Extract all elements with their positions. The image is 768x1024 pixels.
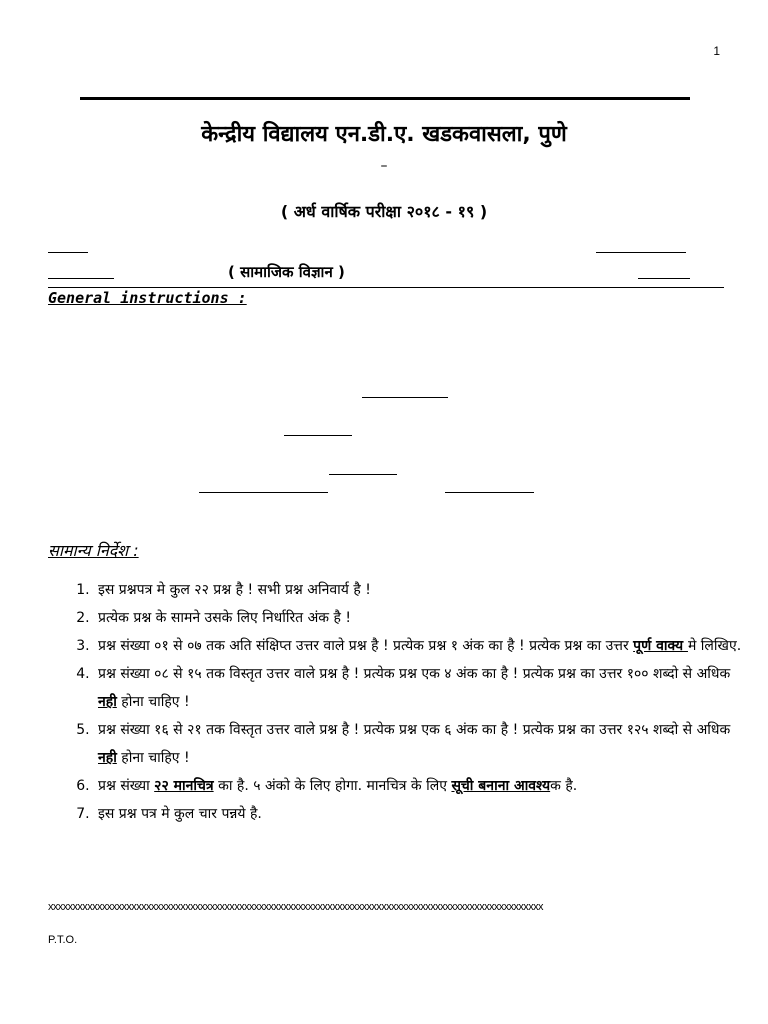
instruction-6 [94, 772, 744, 800]
blank-line-mid-1 [362, 397, 448, 398]
separator-line: xxxxxxxxxxxxxxxxxxxxxxxxxxxxxxxxxxxxxxxxxxxxxxxxxxxxxxxxxxxxxxxxxxxxxxxxxxxxxxxxxxxxxxxxxxxxxxxxxxxxx [48, 901, 543, 913]
instruction-text: मे लिखिए. [687, 638, 742, 654]
instruction-text: होना चाहिए ! [116, 694, 190, 710]
blank-line-mid-4 [199, 492, 328, 493]
instruction-emphasis: २२ मानचित्र [154, 778, 214, 794]
blank-line-right-1 [596, 252, 686, 253]
blank-line-left-2 [48, 278, 114, 279]
school-name: केन्द्रीय विद्यालय एन.डी.ए. खडकवासला, पुणे [201, 122, 567, 147]
instruction-text: इस प्रश्नपत्र मे कुल २२ प्रश्न है ! सभी प्रश्न अनिवार्य है ! [98, 582, 371, 598]
instruction-emphasis: नही [98, 694, 117, 710]
instruction-text: इस प्रश्न पत्र मे कुल चार पन्नये है. [98, 806, 262, 822]
instructions-list [64, 576, 744, 828]
general-instructions-heading: General instructions : [48, 289, 247, 307]
samanya-nirdesh-heading: सामान्य निर्देश : [48, 541, 139, 560]
instruction-emphasis: पूर्ण वाक्य [633, 638, 688, 654]
blank-line-mid-5 [445, 492, 534, 493]
instruction-5 [94, 716, 744, 772]
instruction-text: प्रत्येक प्रश्न के सामने उसके लिए निर्धारित अंक है ! [98, 610, 352, 626]
blank-line-mid-3 [329, 474, 397, 475]
blank-line-right-2 [638, 278, 690, 279]
page-number: 1 [713, 44, 720, 58]
instruction-emphasis: सूची बनाना आवश्य [451, 778, 551, 794]
exam-title: ( अर्ध वार्षिक परीक्षा २०१८ - १९ ) [280, 202, 488, 221]
header-bottom-rule [48, 287, 724, 288]
instruction-text: प्रश्न संख्या १६ से २१ तक विस्तृत उत्तर वाले प्रश्न है ! प्रत्येक प्रश्न एक ६ अंक का है ! प्रत्येक प्रश्न का उत्तर १२५ शब्दो से अधिक [98, 722, 731, 738]
instruction-text: का है. ५ अंको के लिए होगा. मानचित्र के लिए [213, 778, 452, 794]
instruction-4 [94, 660, 744, 716]
instruction-2 [94, 604, 744, 632]
title-dash: – [380, 158, 388, 174]
instruction-text: प्रश्न संख्या ०८ से १५ तक विस्तृत उत्तर वाले प्रश्न है ! प्रत्येक प्रश्न एक ४ अंक का है ! प्रत्येक प्रश्न का उत्तर १०० शब्दो से अधिक [98, 666, 731, 682]
instruction-3 [94, 632, 744, 660]
instruction-text: होना चाहिए ! [116, 750, 190, 766]
instruction-text: प्रश्न संख्या [98, 778, 155, 794]
instruction-emphasis: नही [98, 750, 117, 766]
instruction-7 [94, 800, 744, 828]
instruction-text: प्रश्न संख्या ०१ से ०७ तक अति संक्षिप्त उत्तर वाले प्रश्न है ! प्रत्येक प्रश्न १ अंक का है ! प्रत्येक प्रश्न का उत्तर [98, 638, 634, 654]
subject-title: ( सामाजिक विज्ञान ) [228, 263, 345, 281]
instruction-text: क है. [550, 778, 578, 794]
blank-line-mid-2 [284, 435, 352, 436]
blank-line-left-1 [48, 252, 88, 253]
instruction-1 [94, 576, 744, 604]
pto-label: P.T.O. [48, 934, 78, 946]
header-top-rule [80, 97, 690, 100]
